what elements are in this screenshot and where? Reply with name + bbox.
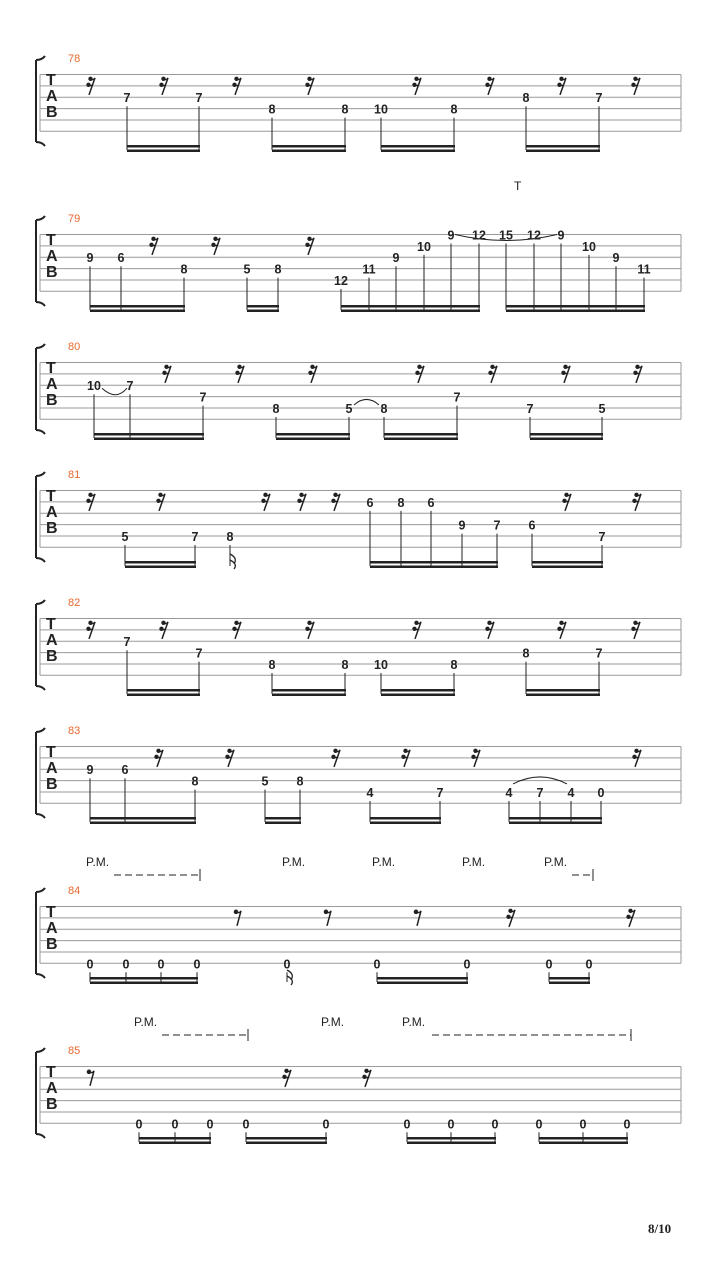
- beam-secondary: [381, 694, 455, 697]
- beam-secondary: [381, 150, 455, 153]
- beam-secondary: [549, 982, 590, 985]
- fret-number: 4: [366, 785, 374, 800]
- measure-number: 85: [68, 1045, 81, 1057]
- fret-number: 10: [582, 239, 596, 254]
- fret-number: 8: [296, 774, 304, 789]
- staff-system: [36, 53, 681, 152]
- tab-clef-letter: T: [46, 903, 56, 921]
- fret-number: 7: [199, 390, 207, 405]
- note-flag: [230, 554, 235, 569]
- technique-label: P.M.: [134, 1015, 158, 1029]
- fret-number: 7: [123, 635, 131, 650]
- beam-primary: [246, 1137, 327, 1140]
- beam-primary: [139, 1137, 211, 1140]
- fret-number: 10: [374, 657, 388, 672]
- tab-clef-letter: T: [46, 231, 56, 249]
- beam-secondary: [384, 438, 458, 441]
- beam-primary: [90, 977, 198, 980]
- fret-number: 9: [557, 228, 565, 243]
- beam-primary: [127, 145, 200, 148]
- fret-number: 7: [493, 518, 501, 533]
- beam-secondary: [370, 566, 498, 569]
- fret-number: 5: [345, 401, 353, 416]
- fret-number: 8: [450, 657, 458, 672]
- tab-clef-letter: A: [46, 759, 58, 777]
- fret-number: 7: [123, 91, 131, 106]
- fret-number: 8: [380, 401, 388, 416]
- beam-secondary: [139, 1142, 211, 1145]
- beam-primary: [532, 561, 603, 564]
- technique-label: P.M.: [282, 855, 306, 869]
- beam-secondary: [506, 310, 645, 313]
- beam-primary: [549, 977, 590, 980]
- beam-primary: [370, 561, 498, 564]
- beam-primary: [509, 817, 602, 820]
- fret-number: 9: [86, 251, 94, 266]
- fret-number: 7: [536, 785, 544, 800]
- fret-number: 12: [334, 273, 348, 288]
- tab-clef-letter: B: [46, 935, 58, 953]
- fret-number: 0: [373, 957, 381, 972]
- fret-number: 7: [595, 646, 603, 661]
- fret-number: 8: [341, 102, 349, 117]
- fret-number: 10: [87, 379, 101, 394]
- technique-label: P.M.: [402, 1015, 426, 1029]
- technique-label: P.M.: [321, 1015, 345, 1029]
- tab-clef-letter: A: [46, 1079, 58, 1097]
- fret-number: 7: [595, 91, 603, 106]
- fret-number: 9: [612, 251, 620, 266]
- fret-number: 15: [499, 228, 513, 243]
- beam-secondary: [246, 1142, 327, 1145]
- beam-secondary: [526, 694, 600, 697]
- beam-secondary: [407, 1142, 496, 1145]
- staff-system: [36, 855, 681, 985]
- fret-number: 8: [522, 646, 530, 661]
- fret-number: 9: [447, 228, 455, 243]
- staff-system: [36, 341, 681, 440]
- fret-number: 0: [585, 957, 593, 972]
- fret-number: 0: [206, 1117, 214, 1132]
- technique-label: T: [514, 179, 522, 193]
- page-number: 8/10: [648, 1221, 672, 1236]
- beam-secondary: [90, 822, 196, 825]
- fret-number: 7: [436, 785, 444, 800]
- fret-number: 8: [268, 102, 276, 117]
- fret-number: 5: [121, 529, 129, 544]
- fret-number: 7: [598, 529, 606, 544]
- note-flag: [287, 970, 292, 985]
- staff-system: [36, 597, 681, 696]
- fret-number: 0: [135, 1117, 143, 1132]
- fret-number: 8: [397, 495, 405, 510]
- measure-number: 84: [68, 885, 81, 897]
- tab-clef-letter: B: [46, 103, 58, 121]
- beam-primary: [341, 305, 480, 308]
- beam-secondary: [341, 310, 480, 313]
- fret-number: 10: [417, 239, 431, 254]
- fret-number: 5: [261, 774, 269, 789]
- tab-clef-letter: B: [46, 519, 58, 537]
- measure-number: 81: [68, 469, 81, 481]
- fret-number: 11: [637, 262, 651, 277]
- fret-number: 12: [472, 228, 486, 243]
- staff-system: [36, 1015, 681, 1144]
- beam-primary: [90, 817, 196, 820]
- beam-secondary: [247, 310, 279, 313]
- fret-number: 0: [122, 957, 130, 972]
- fret-number: 0: [242, 1117, 250, 1132]
- fret-number: 4: [567, 785, 575, 800]
- fret-number: 0: [545, 957, 553, 972]
- fret-number: 8: [341, 657, 349, 672]
- fret-number: 8: [450, 102, 458, 117]
- tab-clef-letter: B: [46, 647, 58, 665]
- fret-number: 0: [171, 1117, 179, 1132]
- fret-number: 0: [403, 1117, 411, 1132]
- beam-secondary: [94, 438, 204, 441]
- beam-secondary: [377, 982, 468, 985]
- tab-clef-letter: A: [46, 503, 58, 521]
- fret-number: 12: [527, 228, 541, 243]
- fret-number: 7: [126, 379, 134, 394]
- staff-system: [36, 725, 681, 824]
- fret-number: 6: [528, 518, 536, 533]
- fret-number: 0: [535, 1117, 543, 1132]
- fret-number: 6: [121, 763, 129, 778]
- fret-number: 8: [180, 262, 188, 277]
- beam-primary: [272, 689, 346, 692]
- measure-number: 78: [68, 53, 81, 65]
- fret-number: 8: [226, 529, 234, 544]
- fret-number: 6: [366, 495, 374, 510]
- fret-number: 0: [86, 957, 94, 972]
- beam-primary: [90, 305, 185, 308]
- beam-primary: [272, 145, 346, 148]
- beam-primary: [127, 689, 200, 692]
- beam-secondary: [127, 150, 200, 153]
- fret-number: 0: [623, 1117, 631, 1132]
- tab-clef-letter: A: [46, 375, 58, 393]
- fret-number: 9: [458, 518, 466, 533]
- fret-number: 8: [268, 657, 276, 672]
- beam-secondary: [532, 566, 603, 569]
- tab-clef-letter: B: [46, 263, 58, 281]
- beam-secondary: [125, 566, 196, 569]
- beam-primary: [407, 1137, 496, 1140]
- beam-primary: [125, 561, 196, 564]
- tab-clef-letter: T: [46, 71, 56, 89]
- tab-clef-letter: B: [46, 1095, 58, 1113]
- fret-number: 8: [191, 774, 199, 789]
- fret-number: 0: [463, 957, 471, 972]
- fret-number: 7: [191, 529, 199, 544]
- fret-number: 0: [447, 1117, 455, 1132]
- technique-label: P.M.: [544, 855, 568, 869]
- technique-label: P.M.: [86, 855, 110, 869]
- measure-number: 82: [68, 597, 81, 609]
- measure-number: 80: [68, 341, 81, 353]
- beam-primary: [530, 433, 603, 436]
- beam-primary: [539, 1137, 628, 1140]
- staff-system: [36, 469, 681, 569]
- beam-secondary: [276, 438, 350, 441]
- fret-number: 7: [526, 401, 534, 416]
- tab-clef-letter: A: [46, 919, 58, 937]
- beam-primary: [506, 305, 645, 308]
- fret-number: 0: [491, 1117, 499, 1132]
- tab-clef-letter: T: [46, 743, 56, 761]
- fret-number: 4: [505, 785, 513, 800]
- fret-number: 8: [274, 262, 282, 277]
- fret-number: 8: [272, 401, 280, 416]
- fret-number: 9: [86, 763, 94, 778]
- beam-secondary: [509, 822, 602, 825]
- fret-number: 10: [374, 102, 388, 117]
- fret-number: 0: [193, 957, 201, 972]
- beam-primary: [526, 689, 600, 692]
- tab-clef-letter: T: [46, 359, 56, 377]
- slur: [354, 399, 379, 405]
- beam-primary: [384, 433, 458, 436]
- fret-number: 5: [243, 262, 251, 277]
- tab-clef-letter: T: [46, 487, 56, 505]
- tab-clef-letter: A: [46, 247, 58, 265]
- fret-number: 9: [392, 251, 400, 266]
- beam-primary: [381, 145, 455, 148]
- beam-secondary: [90, 982, 198, 985]
- beam-primary: [247, 305, 279, 308]
- tab-clef-letter: T: [46, 615, 56, 633]
- tab-clef-letter: B: [46, 775, 58, 793]
- fret-number: 0: [579, 1117, 587, 1132]
- beam-secondary: [90, 310, 185, 313]
- tab-clef-letter: B: [46, 391, 58, 409]
- staff-system: [36, 179, 681, 312]
- beam-primary: [265, 817, 301, 820]
- fret-number: 5: [598, 401, 606, 416]
- fret-number: 6: [117, 251, 125, 266]
- fret-number: 7: [453, 390, 461, 405]
- beam-secondary: [265, 822, 301, 825]
- beam-secondary: [272, 150, 346, 153]
- beam-secondary: [530, 438, 603, 441]
- beam-primary: [381, 689, 455, 692]
- fret-number: 0: [322, 1117, 330, 1132]
- beam-secondary: [370, 822, 441, 825]
- fret-number: 0: [283, 957, 291, 972]
- technique-label: P.M.: [372, 855, 396, 869]
- tab-clef-letter: A: [46, 631, 58, 649]
- beam-secondary: [127, 694, 200, 697]
- slur: [102, 388, 127, 395]
- beam-primary: [276, 433, 350, 436]
- tab-clef-letter: T: [46, 1063, 56, 1081]
- fret-number: 0: [157, 957, 165, 972]
- beam-primary: [526, 145, 600, 148]
- fret-number: 7: [195, 646, 203, 661]
- technique-label: P.M.: [462, 855, 486, 869]
- fret-number: 6: [427, 495, 435, 510]
- fret-number: 0: [597, 785, 605, 800]
- fret-number: 7: [195, 91, 203, 106]
- fret-number: 8: [522, 91, 530, 106]
- beam-secondary: [526, 150, 600, 153]
- beam-secondary: [272, 694, 346, 697]
- beam-secondary: [539, 1142, 628, 1145]
- beam-primary: [377, 977, 468, 980]
- beam-primary: [370, 817, 441, 820]
- measure-number: 79: [68, 213, 81, 225]
- measure-number: 83: [68, 725, 81, 737]
- fret-number: 11: [362, 262, 376, 277]
- beam-primary: [94, 433, 204, 436]
- tab-clef-letter: A: [46, 87, 58, 105]
